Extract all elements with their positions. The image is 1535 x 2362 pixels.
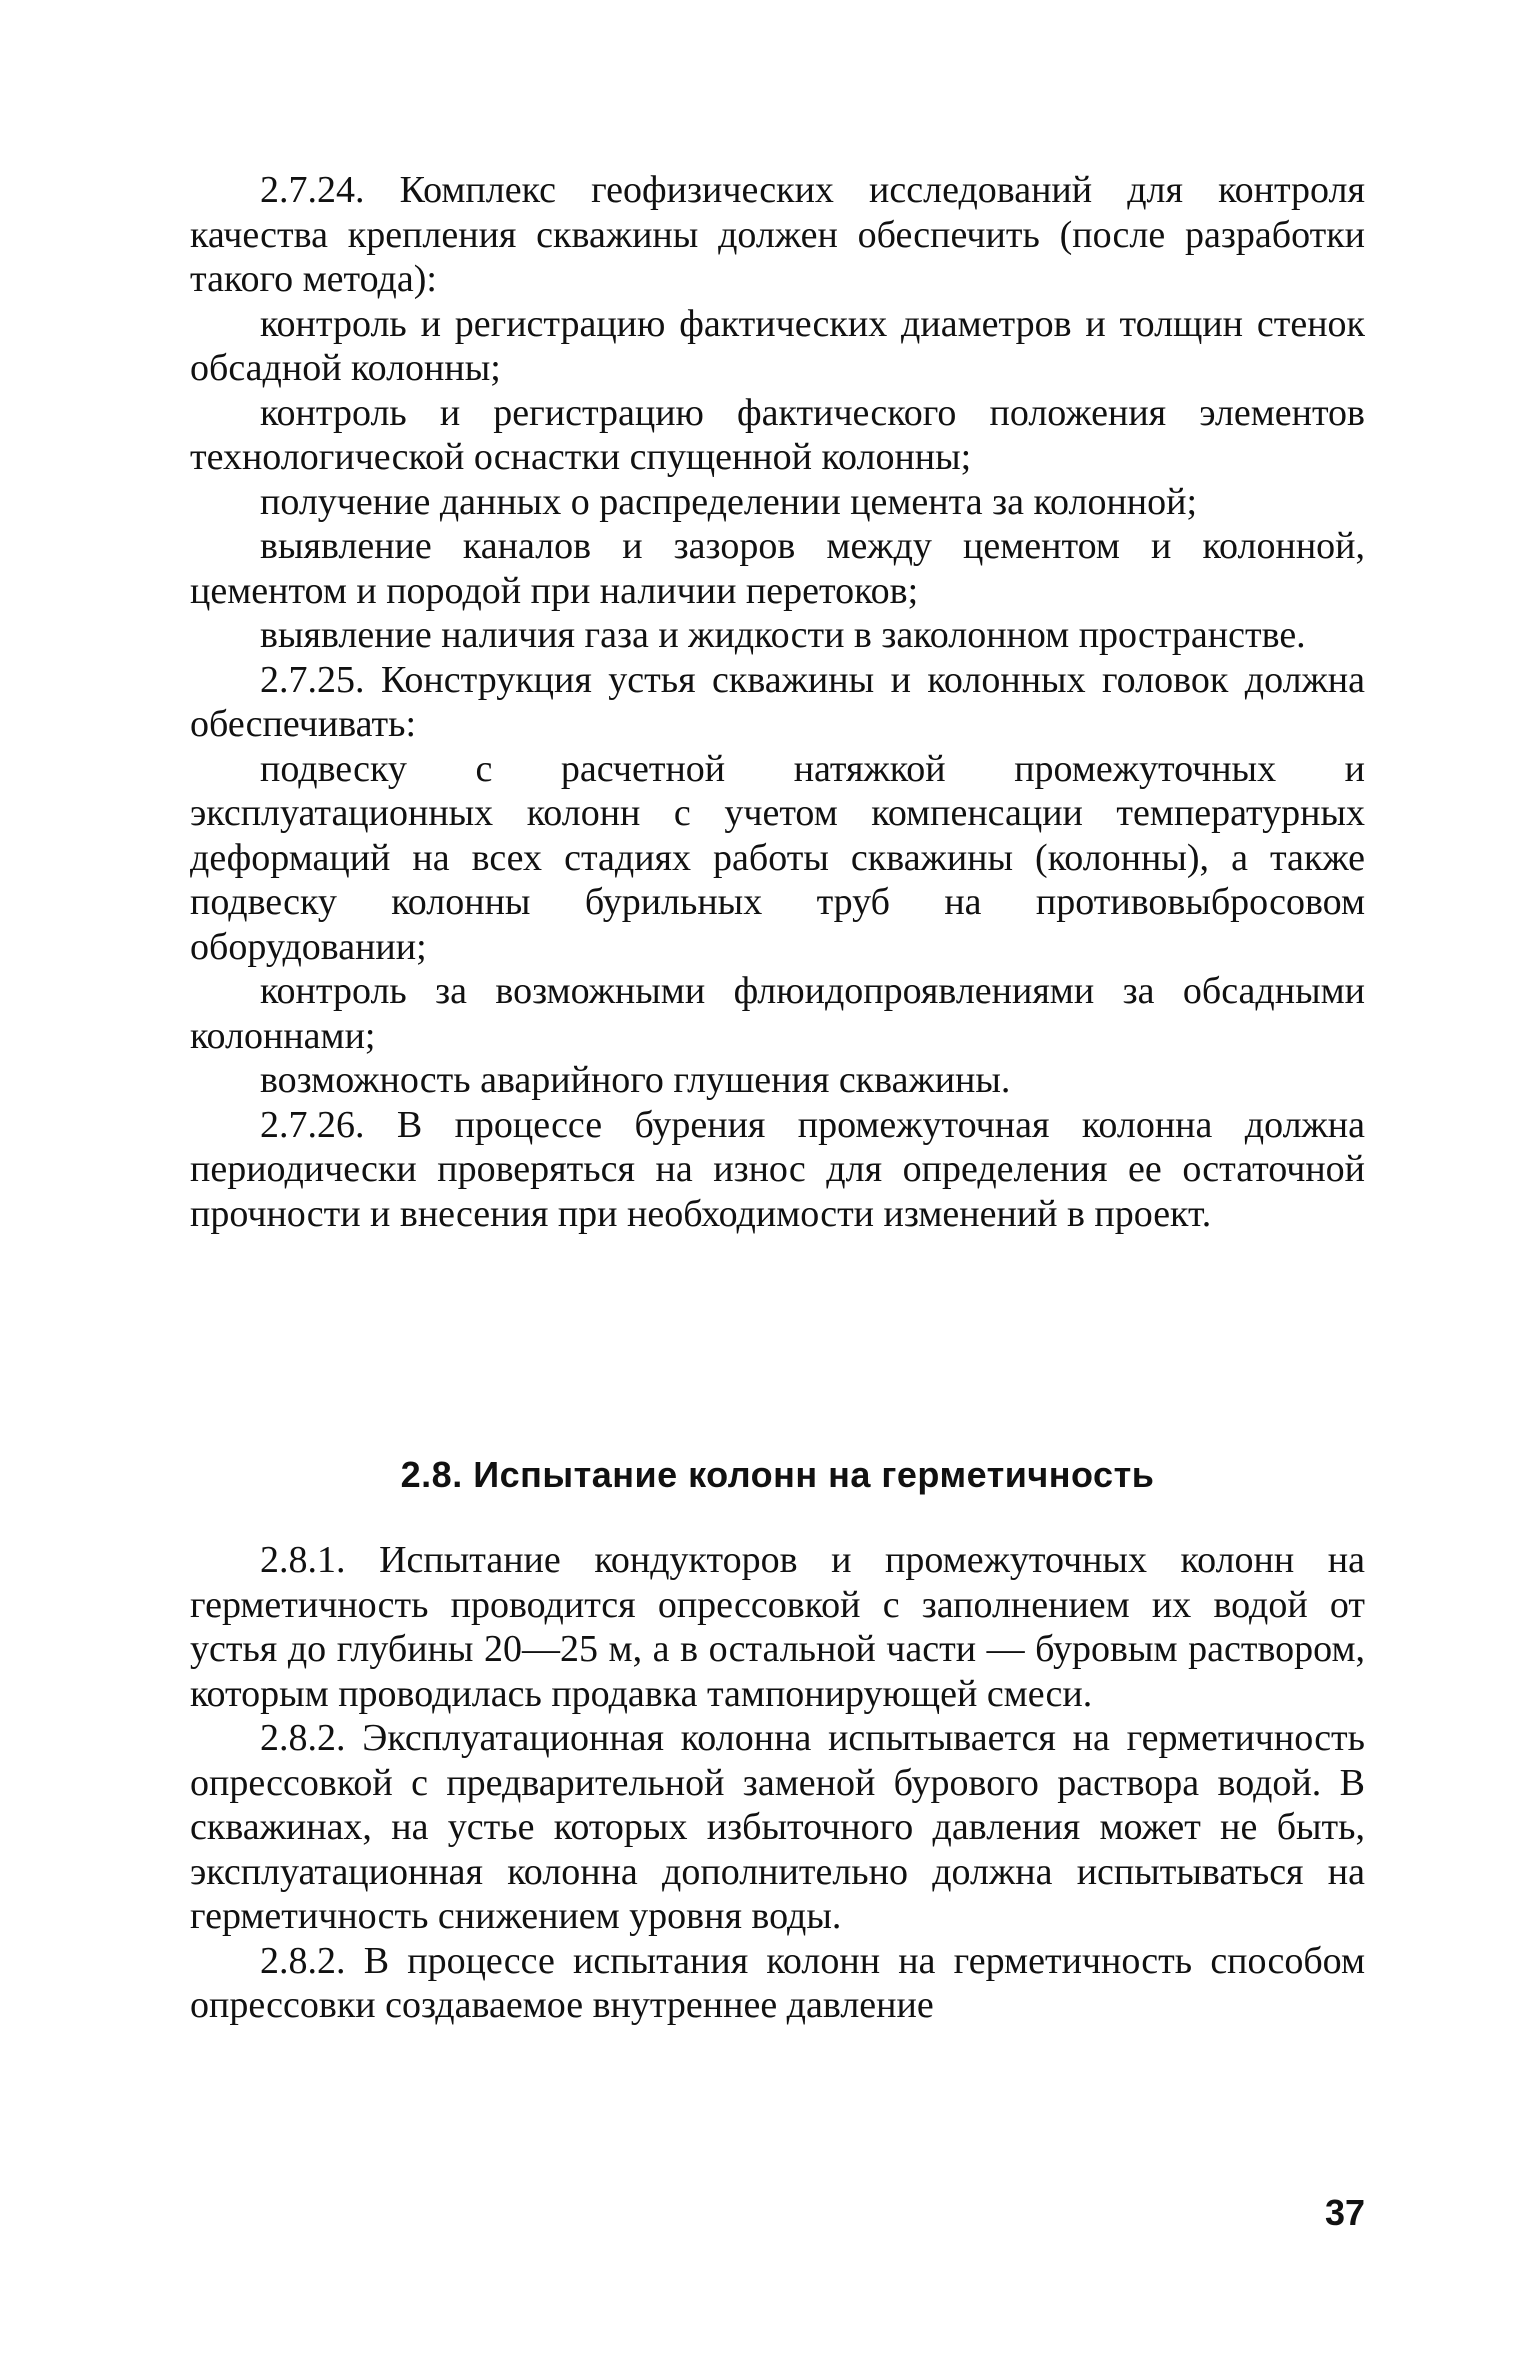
- paragraph-2-7-25: 2.7.25. Конструкция устья скважины и колонных головок должна обеспечивать:: [190, 658, 1365, 745]
- list-item: выявление каналов и зазоров между цементом и колонной, цементом и породой при наличии перетоков;: [190, 525, 1365, 612]
- paragraph-2-8-2-b: 2.8.2. В процессе испытания колонн на герметичность способом опрессовки создаваемое внутреннее давление: [190, 1939, 1365, 2026]
- list-item: контроль за возможными флюидопроявлениями за обсадными колоннами;: [190, 970, 1365, 1057]
- paragraph-2-8-2: 2.8.2. Эксплуатационная колонна испытывается на герметичность опрессовкой с предварительной заменой бурового раствора водой. В скважинах, на устье которых избыточного давления может не быть, эксплуатационная колонна дополнительно должна испытываться на герметичность снижением уровня воды.: [190, 1717, 1365, 1937]
- paragraph-2-7-26: 2.7.26. В процессе бурения промежуточная колонна должна периодически проверяться на износ для определения ее остаточной прочности и внесения при необходимости изменений в проект.: [190, 1103, 1365, 1235]
- list-item: возможность аварийного глушения скважины.: [260, 1059, 1011, 1101]
- list-item: выявление наличия газа и жидкости в заколонном пространстве.: [260, 614, 1306, 656]
- paragraph-2-7-24: 2.7.24. Комплекс геофизических исследований для контроля качества крепления скважины должен обеспечить (после разработки такого метода):: [190, 169, 1365, 300]
- list-item: контроль и регистрацию фактического положения элементов технологической оснастки спущенной колонны;: [190, 391, 1365, 478]
- section-2-7-text: [190, 168, 1365, 1236]
- paragraph-2-8-1: 2.8.1. Испытание кондукторов и промежуточных колонн на герметичность проводится опрессовкой с заполнением их водой от устья до глубины 20—25 м, а в остальной части — буровым раствором, которым проводилась продавка тампонирующей смеси.: [190, 1539, 1365, 1715]
- page-number: 37: [1324, 2192, 1365, 2233]
- list-item: подвеску с расчетной натяжкой промежуточных и эксплуатационных колонн с учетом компенсации температурных деформаций на всех стадиях работы скважины (колонны), а также подвеску колонны бурильных труб на противовыбросовом оборудовании;: [190, 747, 1365, 968]
- list-item: получение данных о распределении цемента за колонной;: [260, 480, 1198, 523]
- section-title-2-8: 2.8. Испытание колонн на герметичность: [400, 1454, 1155, 1495]
- list-item: контроль и регистрацию фактических диаметров и толщин стенок обсадной колонны;: [190, 302, 1365, 389]
- section-2-8-text: [190, 1538, 1365, 2028]
